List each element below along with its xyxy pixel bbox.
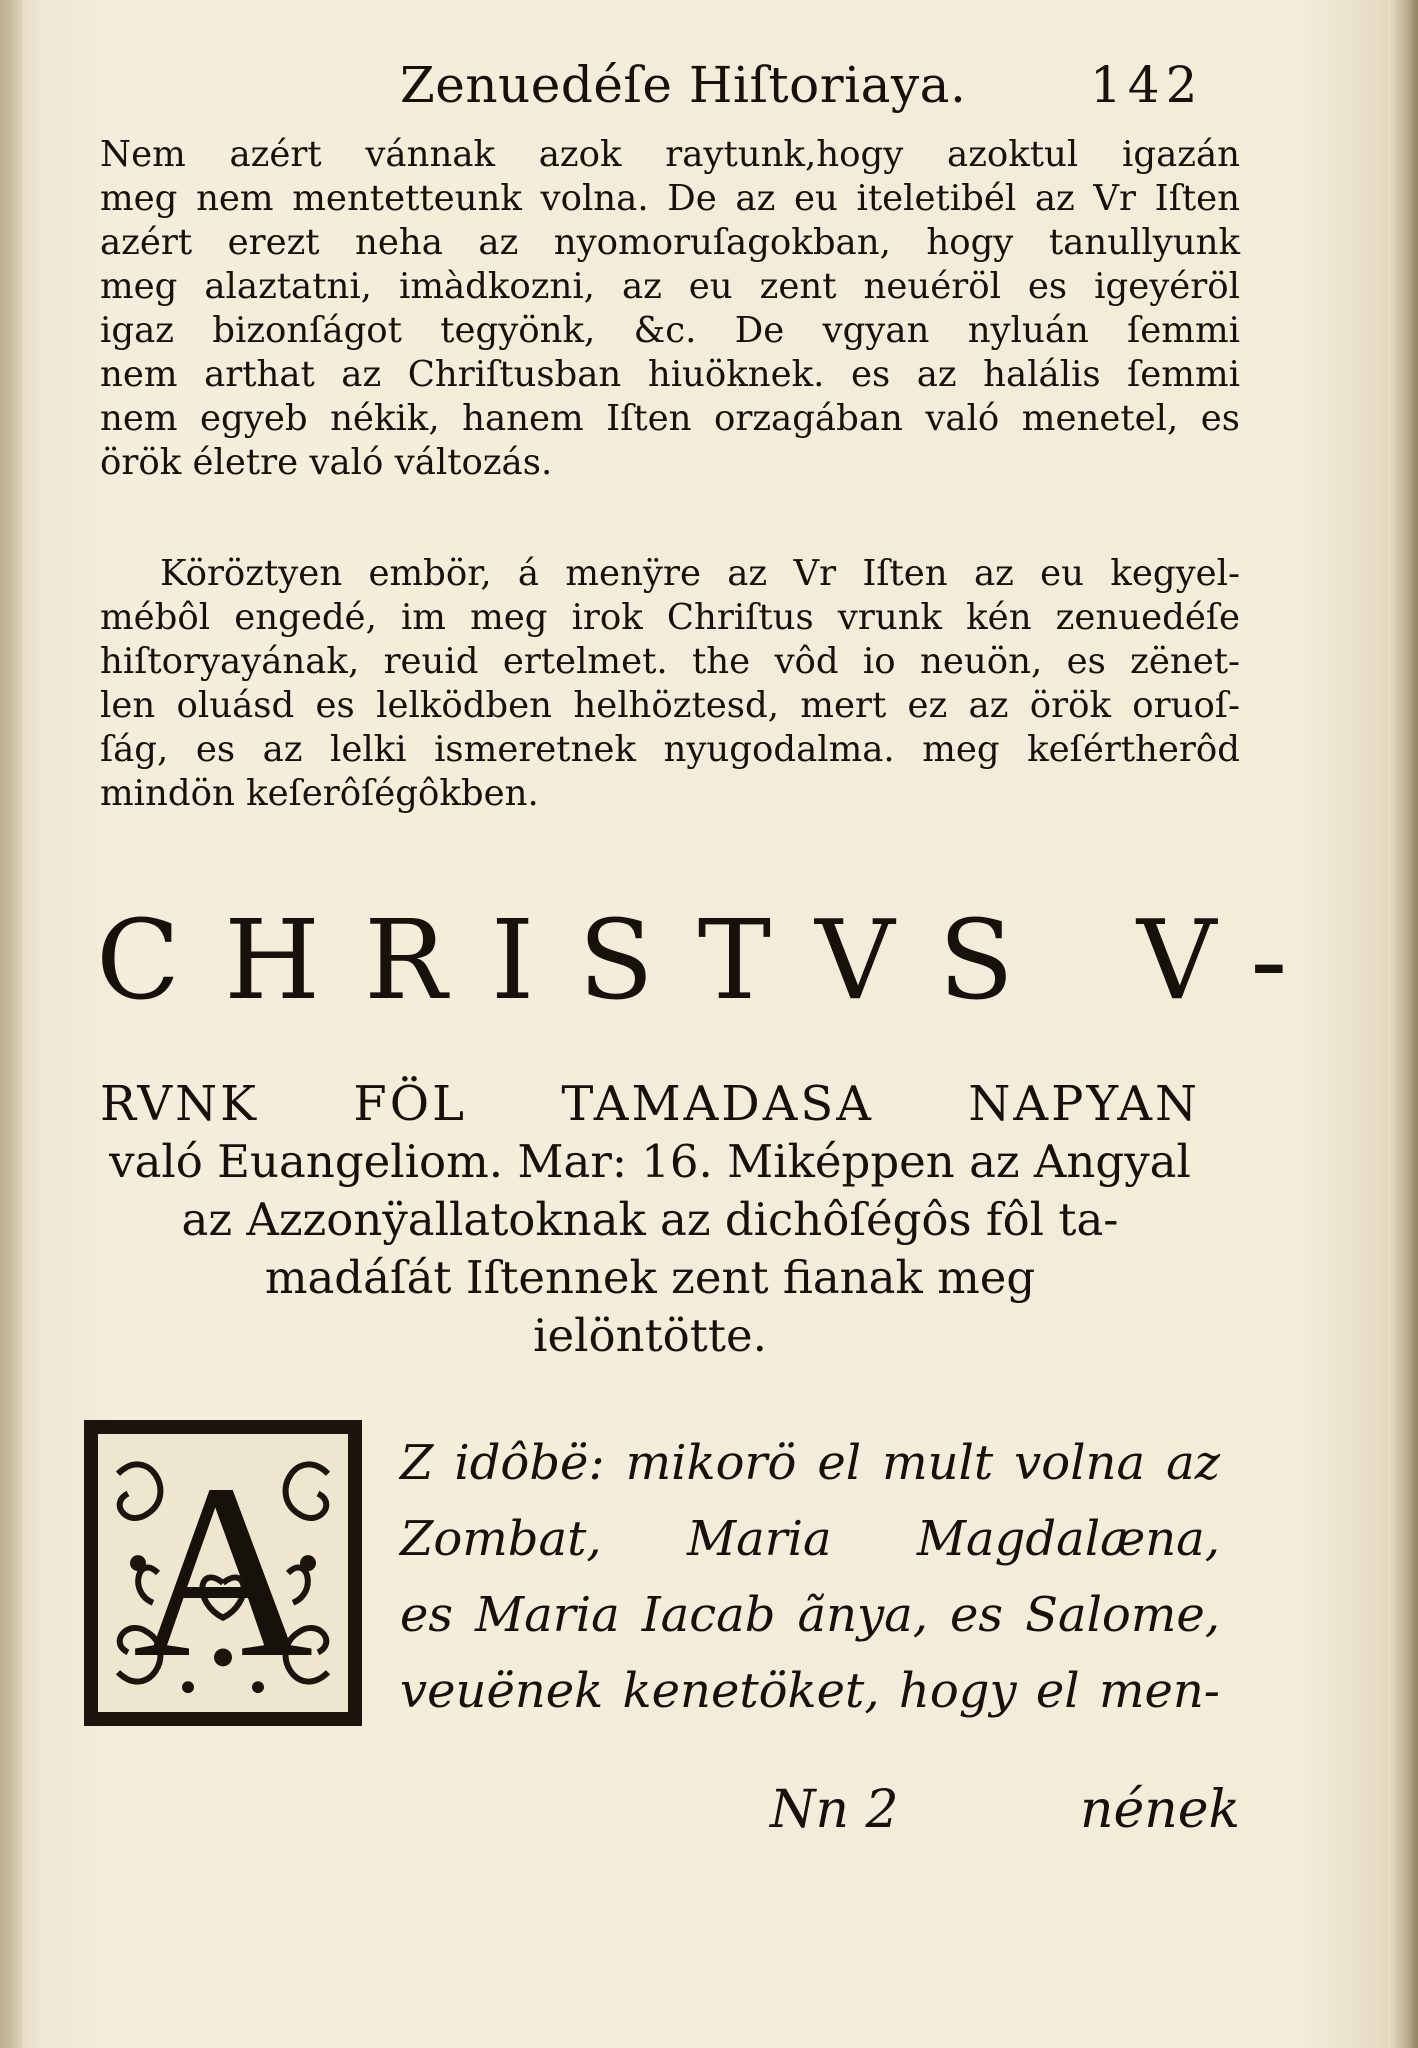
italic-line: veuënek kenetöket, hogy el men- xyxy=(400,1663,1220,1719)
subtitle-line: RVNK FÖL TAMADASA NAPYAN xyxy=(100,1076,1200,1132)
text-line: azért erezt neha az nyomoruſagokban, hogy tanullyunk xyxy=(100,222,1240,263)
subtitle-line: az Azzonÿallatoknak az dichôſégôs fôl ta- xyxy=(181,1193,1119,1246)
page-footer xyxy=(0,1780,1418,1870)
initial-ornament xyxy=(98,1434,348,1712)
subtitle-line: madáſát Iſtennek zent fianak meg xyxy=(264,1251,1036,1304)
text-line: Nem azért vánnak azok raytunk,hogy azoktul igazán xyxy=(100,134,1240,175)
section-heading: CHRISTVS V- xyxy=(96,896,1332,1024)
running-title: Zenuedéſe Hiſtoriaya. xyxy=(400,56,967,114)
initial-letter: A xyxy=(132,1434,314,1710)
paragraph-1 xyxy=(100,133,1240,485)
page-number: 142 xyxy=(1090,56,1204,114)
text-line: hiſtoryayának, reuid ertelmet. the vôd io neuön, es zënet- xyxy=(100,641,1240,682)
subtitle-line: való Euangeliom. Mar: 16. Miképpen az Angyal xyxy=(109,1135,1191,1188)
text-line: meg alaztatni, imàdkozni, az eu zent neuéröl es igeyéröl xyxy=(100,266,1240,307)
page-fore-edge xyxy=(1388,0,1418,2048)
running-head xyxy=(400,56,1220,126)
text-line: len oluásd es lelködben helhöztesd, mert ez az örök oruoſ- xyxy=(100,685,1240,726)
text-line: nem arthat az Chriſtusban hiuöknek. es az halális ſemmi xyxy=(100,354,1240,395)
italic-line: Zombat, Maria Magdalæna, xyxy=(400,1511,1220,1567)
subtitle-line: ielöntötte. xyxy=(533,1309,767,1362)
italic-gospel-text xyxy=(400,1425,1220,1729)
section-subtitle xyxy=(100,1075,1200,1365)
paragraph-2 xyxy=(100,552,1240,816)
text-line: ſág, es az lelki ismeretnek nyugodalma. meg keſértherôd xyxy=(100,729,1240,770)
signature-mark: Nn 2 xyxy=(770,1780,899,1840)
text-line: mindön keſerôſégôkben. xyxy=(100,773,539,814)
decorated-initial xyxy=(84,1420,362,1726)
text-line: nem egyeb nékik, hanem Iſten orzagában való menetel, es xyxy=(100,398,1240,439)
text-line: örök életre való változás. xyxy=(100,442,553,483)
text-line: igaz bizonſágot tegyönk, &c. De vgyan nyluán ſemmi xyxy=(100,310,1240,351)
text-line: mébôl engedé, im meg irok Chriſtus vrunk kén zenuedéſe xyxy=(100,597,1240,638)
page-gutter xyxy=(0,0,22,2048)
italic-line: Z idôbë: mikorö el mult volna az xyxy=(400,1435,1220,1491)
text-line: meg nem mentetteunk volna. De az eu iteletibél az Vr Iſten xyxy=(100,178,1240,219)
italic-line: es Maria Iacab ãnya, es Salome, xyxy=(400,1587,1220,1643)
text-line: Köröztyen embör, á menÿre az Vr Iſten az eu kegyel- xyxy=(160,553,1240,594)
catchword: nének xyxy=(1080,1780,1241,1840)
